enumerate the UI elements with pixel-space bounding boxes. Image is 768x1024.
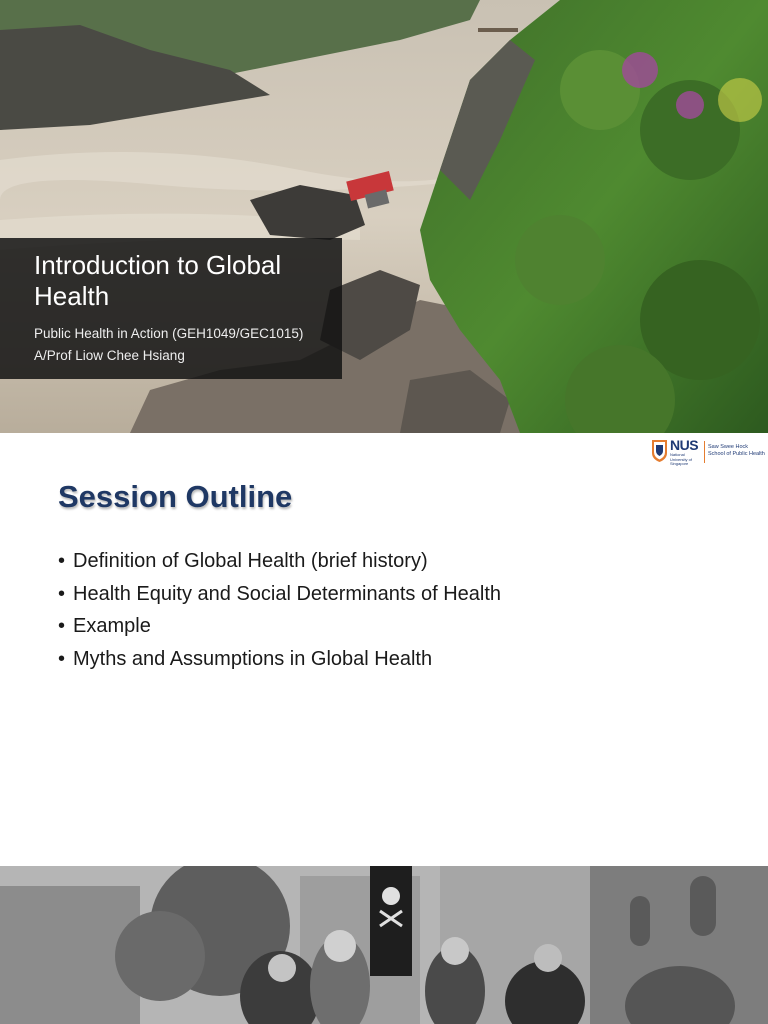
historical-engraving-image	[0, 866, 768, 1024]
nus-sph-logo	[652, 437, 764, 467]
outline-item: • Example	[58, 615, 151, 637]
engraving-slide	[0, 866, 768, 1024]
nus-fullname: National University of Singapore	[670, 452, 693, 466]
school-line-1: Saw Swee Hock	[708, 444, 749, 450]
school-line-2: School of Public Health	[708, 451, 765, 457]
outline-item: • Myths and Assumptions in Global Health	[58, 647, 433, 670]
nus-crest-icon	[652, 440, 667, 462]
school-name	[708, 444, 768, 458]
title-box	[0, 238, 342, 379]
outline-list	[58, 545, 501, 675]
lecturer-name: A/Prof Liow Chee Hsiang	[34, 348, 185, 363]
outline-slide	[0, 433, 768, 866]
slide-title: Introduction to Global Health	[34, 250, 282, 311]
title-slide	[0, 0, 768, 433]
outline-title: Session Outline	[58, 479, 293, 514]
outline-item: • Definition of Global Health (brief history)	[58, 550, 428, 572]
nus-wordmark: NUS	[670, 437, 699, 453]
course-name: Public Health in Action (GEH1049/GEC1015)	[34, 326, 304, 341]
logo-divider	[704, 441, 705, 463]
outline-item: • Health Equity and Social Determinants of Health	[58, 582, 502, 605]
